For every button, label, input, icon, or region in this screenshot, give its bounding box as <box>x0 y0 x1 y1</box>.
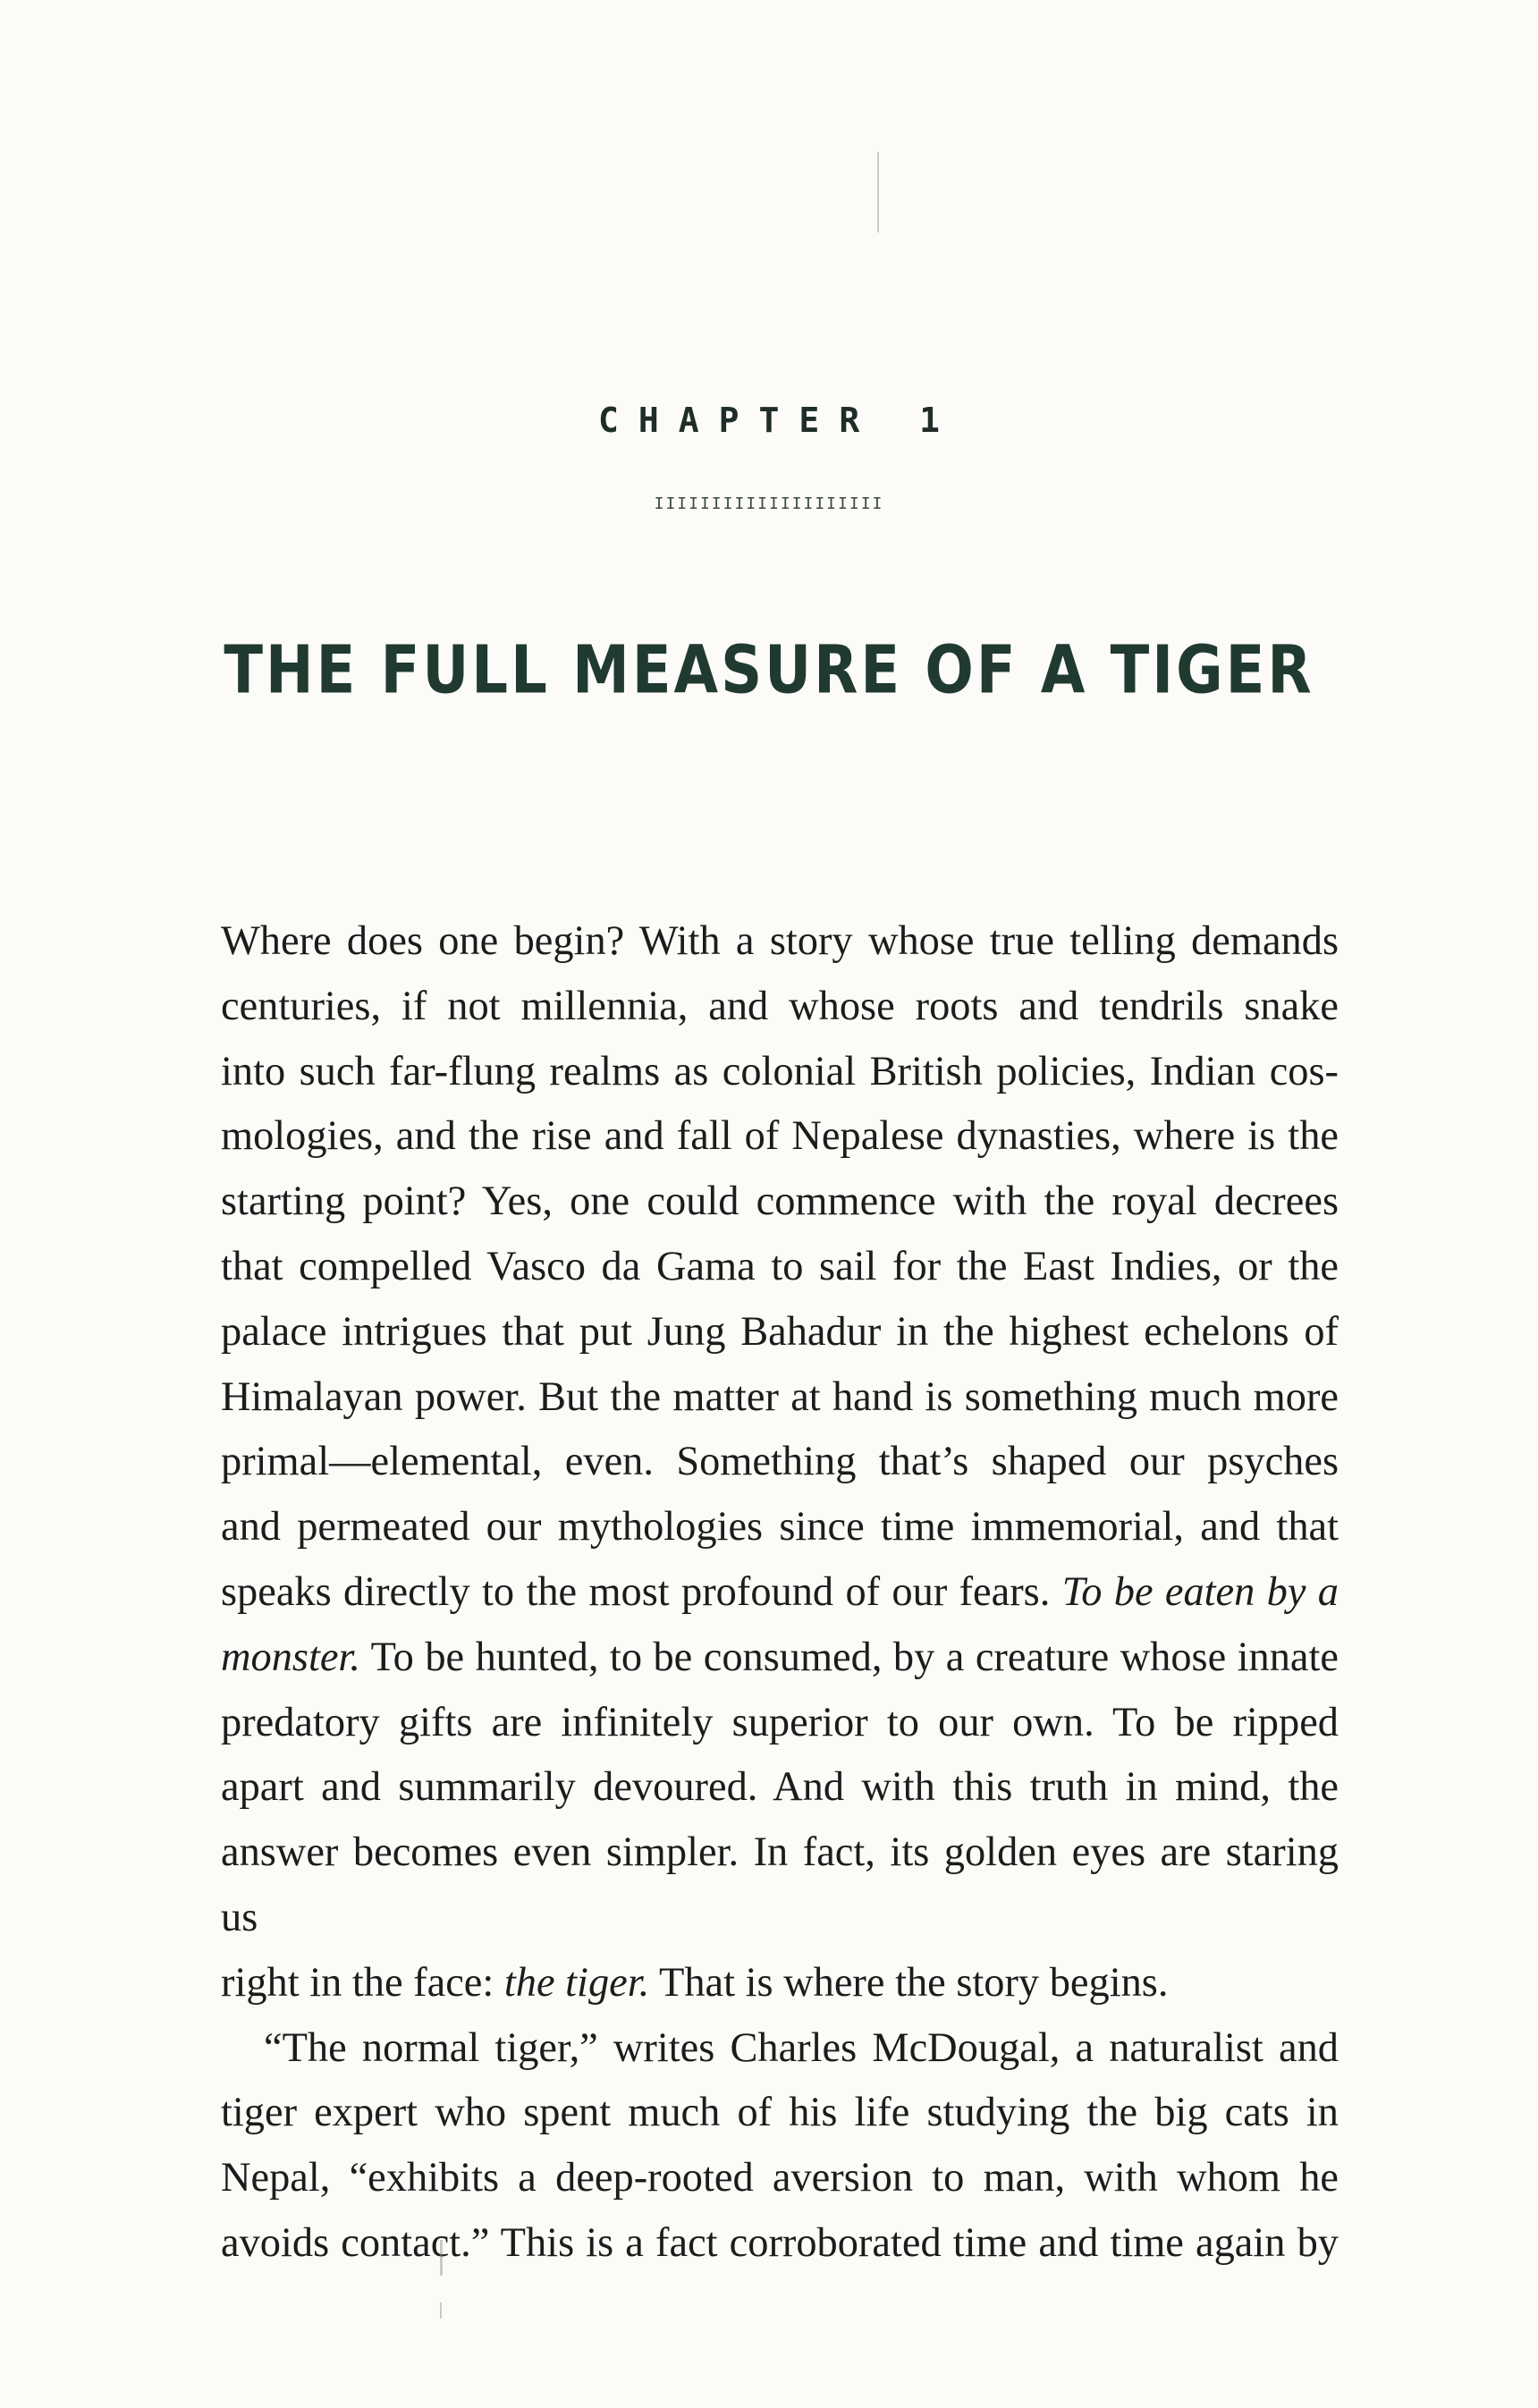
text-line: mologies, and the rise and fall of Nepalese dynasties, where is the <box>221 1113 1339 1160</box>
text-line <box>221 1626 1339 1691</box>
text-line: Himalayan power. But the matter at hand is something much more <box>221 1373 1339 1420</box>
text-line: that compelled Vasco da Gama to sail for the East Indies, or the <box>221 1243 1339 1289</box>
scan-speck <box>440 2240 443 2276</box>
scan-speck <box>440 2302 442 2319</box>
text-run: That is where the story begins. <box>659 1959 1169 2006</box>
chapter-title: THE FULL MEASURE OF A TIGER <box>224 633 1314 710</box>
paragraph-2 <box>221 2016 1339 2277</box>
text-line: primal—elemental, even. Something that’s shaped our psyches <box>221 1439 1339 1485</box>
text-line: “The normal tiger,” writes Charles McDougal, a naturalist and <box>264 2024 1339 2071</box>
italic-phrase: monster. <box>221 1634 360 1680</box>
chapter-ornament: IIIIIIIIIIIIIIIIIIII <box>654 494 884 513</box>
italic-phrase: the tiger. <box>503 1959 650 2006</box>
text-line: Where does one begin? With a story whose true telling demands <box>221 918 1339 964</box>
text-line: answer becomes even simpler. In fact, its golden eyes are staring us <box>221 1829 1339 1940</box>
text-run: To be hunted, to be consumed, by a creature whose innate <box>370 1634 1339 1680</box>
text-line: Nepal, “exhibits a deep-rooted aversion to man, with whom he <box>221 2155 1339 2201</box>
text-line: apart and summarily devoured. And with this truth in mind, the <box>221 1764 1339 1811</box>
text-line <box>221 1951 1339 2016</box>
body-text <box>221 909 1339 2277</box>
italic-phrase: To be eaten by a <box>1061 1568 1339 1615</box>
text-line: centuries, if not millennia, and whose roots and tendrils snake <box>221 983 1339 1029</box>
chapter-label: CHAPTER 1 <box>598 401 959 440</box>
text-line <box>221 1560 1339 1626</box>
scan-speck <box>877 152 879 232</box>
text-line: avoids contact.” This is a fact corroborated time and time again by <box>221 2219 1339 2266</box>
text-line: tiger expert who spent much of his life studying the big cats in <box>221 2090 1339 2136</box>
text-line: starting point? Yes, one could commence with the royal decrees <box>221 1179 1339 1225</box>
paragraph-1 <box>221 909 1339 2016</box>
text-line: into such far-flung realms as colonial British policies, Indian cos- <box>221 1048 1339 1094</box>
text-run: speaks directly to the most profound of our fears. <box>221 1568 1051 1615</box>
text-line: and permeated our mythologies since time immemorial, and that <box>221 1504 1339 1550</box>
text-run: right in the face: <box>221 1959 494 2006</box>
text-line: palace intrigues that put Jung Bahadur in the highest echelons of <box>221 1308 1339 1355</box>
text-line: predatory gifts are infinitely superior to our own. To be ripped <box>221 1699 1339 1745</box>
